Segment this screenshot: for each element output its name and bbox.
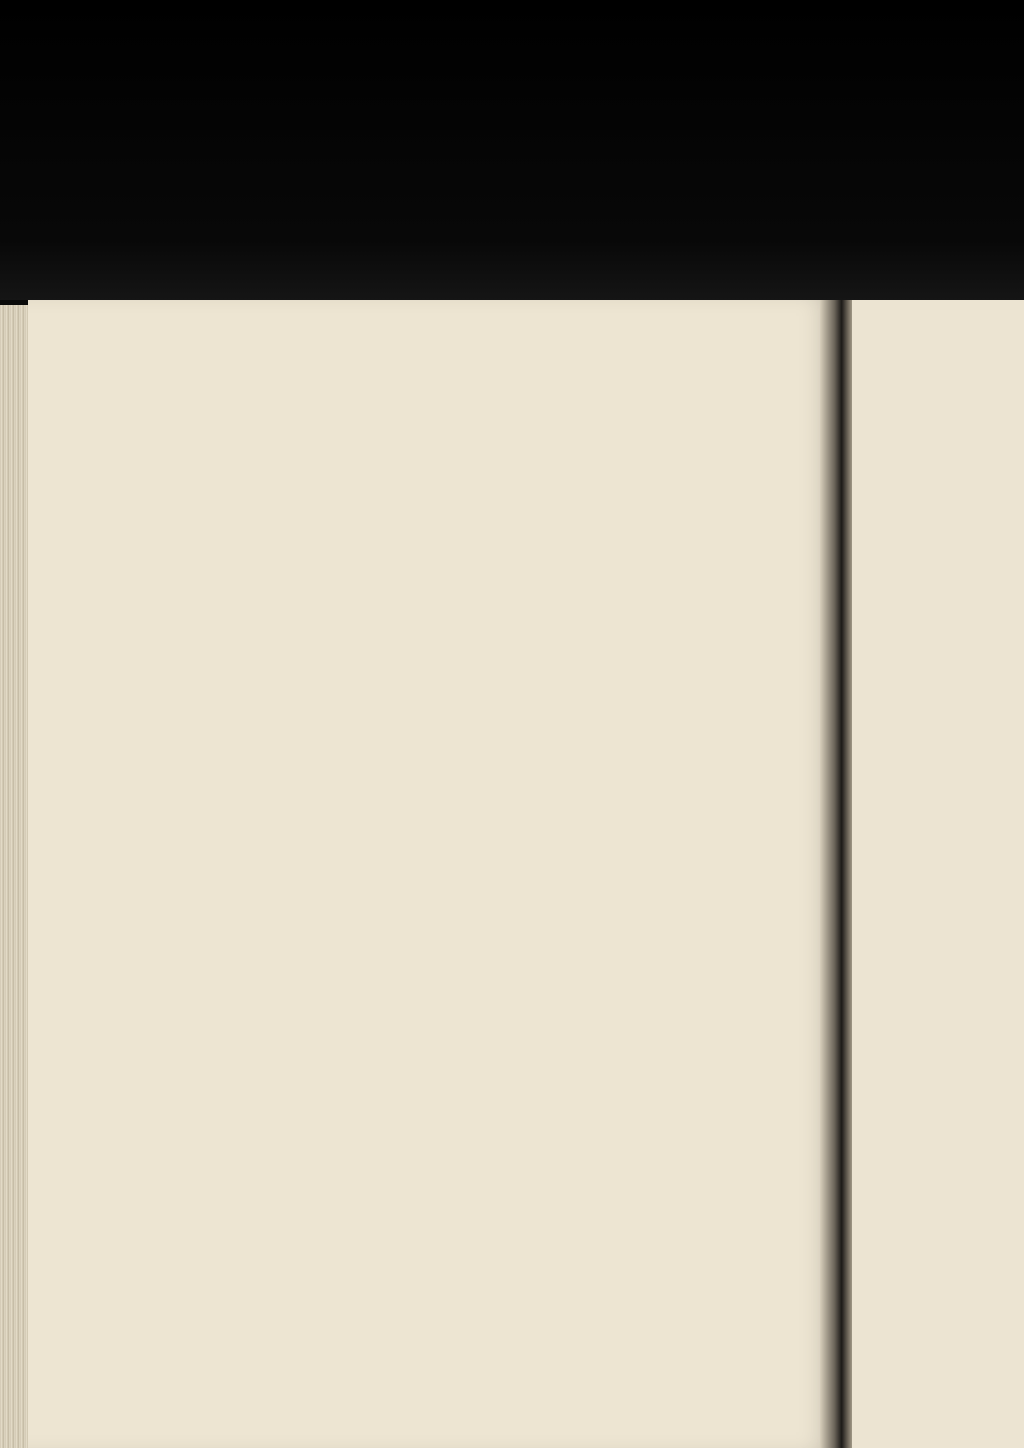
book-gutter bbox=[820, 300, 856, 1448]
dark-background bbox=[0, 0, 1024, 300]
left-page bbox=[28, 300, 842, 1448]
right-page bbox=[852, 300, 1024, 1448]
